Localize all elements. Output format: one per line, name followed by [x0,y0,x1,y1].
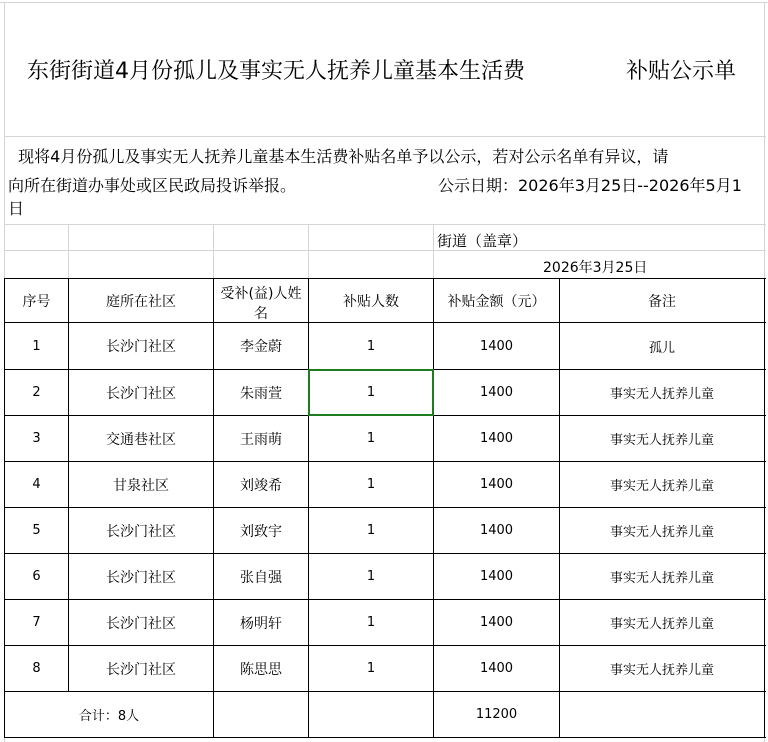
cell-no: 6 [32,569,41,584]
cell-remark: 事实无人抚养儿童 [609,479,714,494]
cell-community: 长沙门社区 [106,661,176,678]
cell-name: 张自强 [240,569,282,586]
cell-amount: 1400 [479,569,514,584]
cell-amount: 1400 [479,477,514,492]
cell-amount: 1400 [479,615,514,630]
cell-amount: 1400 [479,523,514,538]
notice-publish-date: 公示日期：2026年3月25日--2026年5月1 [438,176,742,195]
total-amount: 11200 [475,707,518,722]
cell-remark: 事实无人抚养儿童 [609,663,714,678]
cell-name: 刘竣希 [240,477,282,494]
header-count: 补贴人数 [343,293,399,310]
cell-count: 1 [366,477,376,492]
cell-count: 1 [366,569,376,584]
cell-count-selected[interactable]: 1 [366,385,376,400]
header-community: 庭所在社区 [106,293,176,310]
cell-name: 王雨萌 [240,431,282,448]
notice-line-3: 日 [8,199,25,218]
cell-count: 1 [366,615,376,630]
cell-community: 长沙门社区 [106,339,176,355]
cell-remark: 事实无人抚养儿童 [609,525,714,540]
cell-amount: 1400 [479,338,514,354]
cell-no: 4 [32,477,41,492]
cell-no: 1 [32,338,41,354]
cell-remark: 孤儿 [648,340,675,356]
stamp-label: 街道（盖章） [437,232,528,250]
cell-no: 7 [32,615,41,630]
cell-count: 1 [366,431,376,446]
cell-remark: 事实无人抚养儿童 [609,433,714,448]
cell-community: 长沙门社区 [106,385,176,402]
cell-name: 杨明轩 [240,615,282,632]
cell-count: 1 [366,523,376,538]
cell-no: 2 [32,385,41,400]
cell-no: 3 [32,431,41,446]
cell-community: 长沙门社区 [106,569,176,586]
total-label: 合计：8人 [78,709,140,724]
cell-name: 陈思思 [240,661,282,678]
cell-name: 朱雨萱 [240,385,282,402]
header-remark: 备注 [648,293,676,310]
cell-amount: 1400 [479,431,514,446]
stamp-date: 2026年3月25日 [543,260,648,276]
cell-community: 长沙门社区 [106,523,176,540]
cell-no: 8 [32,661,41,676]
page-title [5,3,625,136]
cell-remark: 事实无人抚养儿童 [609,387,714,402]
notice-line-2-left: 向所在街道办事处或区民政局投诉举报。 [8,176,297,195]
cell-community: 交通巷社区 [106,431,176,448]
cell-count: 1 [366,661,376,676]
cell-community: 长沙门社区 [106,615,176,632]
cell-name: 李金蔚 [240,339,282,355]
cell-name: 刘致宇 [240,523,282,540]
notice-line-1: 现将4月份孤儿及事实无人抚养儿童基本生活费补贴名单予以公示，若对公示名单有异议，请 [8,147,669,166]
cell-no: 5 [32,523,41,538]
header-no: 序号 [22,293,51,310]
cell-selection-outline [308,369,434,416]
cell-remark: 事实无人抚养儿童 [609,571,714,586]
notice-text [8,142,764,224]
title-main: 东街街道4月份孤儿及事实无人抚养儿童基本生活费 [27,59,525,84]
header-amount: 补贴金额（元） [447,293,546,310]
cell-count: 1 [366,338,376,354]
cell-amount: 1400 [479,661,514,676]
cell-community: 甘泉社区 [113,477,169,494]
title-suffix: 补贴公示单 [625,59,736,84]
cell-amount: 1400 [479,385,514,400]
cell-remark: 事实无人抚养儿童 [609,617,714,632]
header-recipient-name: 受补(益)人姓名 [220,286,302,322]
